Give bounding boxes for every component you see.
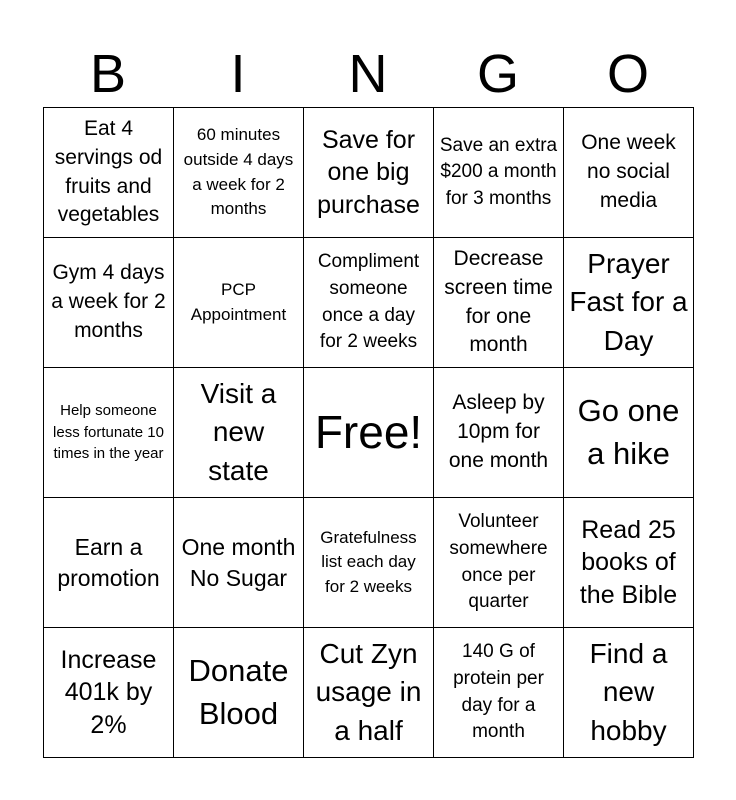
header-letter-i: I [230,44,246,104]
bingo-cell[interactable] [44,108,174,238]
bingo-cell[interactable] [434,368,564,498]
bingo-cell[interactable] [44,628,174,758]
bingo-cell[interactable] [564,108,694,238]
bingo-cell[interactable] [304,108,434,238]
bingo-cell-text: Save for one big purchase [317,125,420,219]
bingo-cell[interactable] [44,368,174,498]
bingo-cell-text: Volunteer somewhere once per quarter [449,511,548,613]
bingo-cell-text: Visit a new state [200,378,277,486]
bingo-cell[interactable] [304,238,434,368]
bingo-cell[interactable] [304,498,434,628]
bingo-cell-text: Go one a hike [577,393,680,471]
bingo-cell-text: One week no social media [581,131,676,212]
bingo-cell-text: Asleep by 10pm for one month [448,391,549,472]
bingo-cell[interactable] [174,238,304,368]
bingo-cell[interactable] [564,498,694,628]
bingo-cell-text: PCP Appointment [190,279,287,324]
bingo-free-space[interactable] [304,368,434,498]
header-letter-b: B [89,44,127,104]
bingo-cell-text: Free! [314,405,423,458]
bingo-cell-text: Read 25 books of the Bible [579,515,678,609]
bingo-cell-text: 60 minutes outside 4 days a week for 2 months [183,125,294,219]
bingo-cell-text: Compliment someone once a day for 2 weeks [317,251,420,353]
bingo-cell-text: Help someone less fortunate 10 times in the year [53,401,164,463]
bingo-cell-text: One month No Sugar [181,533,296,591]
bingo-cell[interactable] [434,628,564,758]
bingo-cell[interactable] [304,628,434,758]
bingo-cell[interactable] [44,238,174,368]
bingo-cell-text: Increase 401k by 2% [60,645,157,739]
bingo-cell-text: Donate Blood [188,653,289,731]
bingo-cell-text: Earn a promotion [57,533,160,591]
bingo-cell-text: 140 G of protein per day for a month [453,641,544,743]
bingo-cell[interactable] [434,108,564,238]
header-letter-g: G [476,44,519,104]
bingo-cell[interactable] [434,238,564,368]
bingo-cell[interactable] [434,498,564,628]
bingo-cell[interactable] [174,368,304,498]
bingo-cell[interactable] [174,108,304,238]
bingo-cell-text: Save an extra $200 a month for 3 months [439,134,558,209]
header-letter-o: O [606,44,649,104]
bingo-cell[interactable] [564,628,694,758]
bingo-cell-text: Gratefulness list each day for 2 weeks [320,527,417,596]
bingo-cell-text: Gym 4 days a week for 2 months [51,261,166,342]
header-letter-n: N [348,44,388,104]
bingo-cell[interactable] [564,368,694,498]
bingo-cell[interactable] [44,498,174,628]
bingo-cell[interactable] [174,628,304,758]
bingo-cell[interactable] [564,238,694,368]
bingo-header [43,40,693,108]
bingo-cell-text: Find a new hobby [589,638,668,746]
bingo-cell-text: Cut Zyn usage in a half [315,638,422,746]
bingo-cell-text: Prayer Fast for a Day [569,248,688,356]
bingo-cell-text: Decrease screen time for one month [444,246,553,357]
bingo-card-grid [43,107,694,758]
bingo-cell[interactable] [174,498,304,628]
bingo-cell-text: Eat 4 servings od fruits and vegetables [54,116,163,227]
